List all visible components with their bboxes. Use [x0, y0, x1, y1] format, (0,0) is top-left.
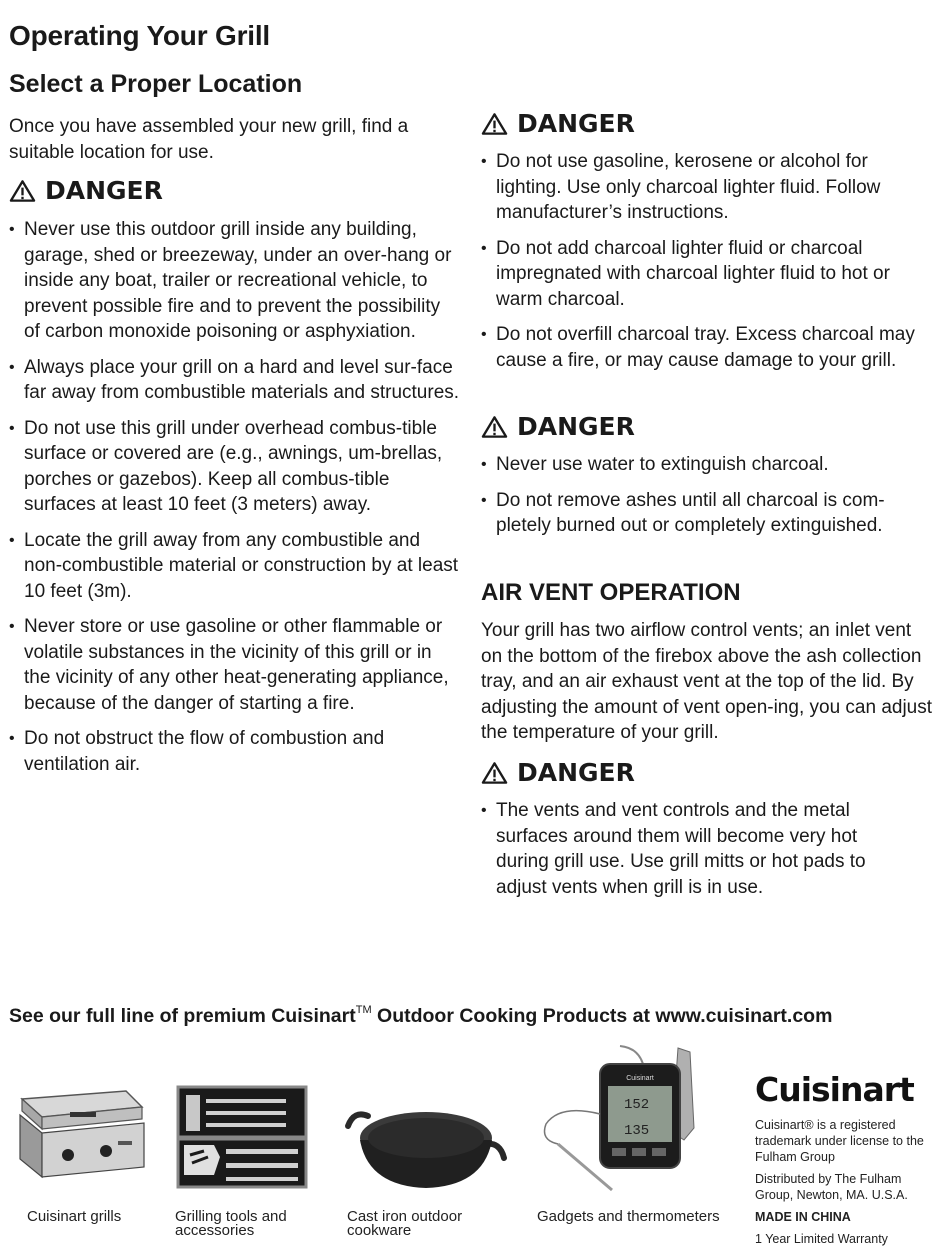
list-item: • Do not add charcoal lighter fluid or charcoal impregnated with charcoal lighter fluid to hot or warm charcoal.: [481, 236, 936, 313]
thermometer-reading-bottom: 135: [624, 1123, 650, 1139]
list-item: • Do not obstruct the flow of combustion and ventilation air.: [9, 726, 461, 777]
danger-bullet-list: [9, 217, 461, 787]
section-title: Select a Proper Location: [9, 70, 303, 98]
danger-heading: [9, 176, 163, 205]
trademark-note: Cuisinart® is a registered trademark under license to the Fulham Group: [755, 1118, 924, 1164]
cast-iron-pan-image: [344, 1100, 510, 1192]
promo-text-url: Outdoor Cooking Products at www.cuisinart.com: [371, 1005, 833, 1027]
list-item: • Do not remove ashes until all charcoal is com-pletely burned out or completely extinguished.: [481, 488, 936, 539]
list-item: • Never use water to extinguish charcoal.: [481, 452, 936, 478]
list-item: • Do not use gasoline, kerosene or alcohol for lighting. Use only charcoal lighter fluid. Follow manufacturer’s instructions.: [481, 149, 936, 226]
list-item: • Locate the grill away from any combustible and non-combustible material or construction by at least 10 feet (3m).: [9, 528, 461, 605]
warning-triangle-icon: [481, 415, 508, 439]
air-vent-heading: AIR VENT OPERATION: [481, 579, 741, 606]
product-caption: Cuisinart grills: [27, 1208, 122, 1225]
danger-heading: [481, 412, 635, 441]
list-item: • The vents and vent controls and the metal surfaces around them will become very hot during grill use. Use grill mitts or hot pads to adjust vents when grill is in use.: [481, 798, 901, 900]
product-caption: Grilling tools and accessories: [175, 1208, 287, 1239]
product-caption: Gadgets and thermometers: [537, 1208, 720, 1225]
danger-label: DANGER: [517, 758, 635, 787]
promo-line: [9, 1004, 832, 1028]
intro-paragraph: Once you have assembled your new grill, find a suitable location for use.: [9, 116, 409, 163]
thermometer-brand: Cuisinart: [626, 1075, 654, 1082]
list-item: • Never use this outdoor grill inside any building, garage, shed or breezeway, under an over-hang or inside any boat, trailer or recreational vehicle, to prevent possible fire and to prevent the possibility of carbon monoxide poisoning or asphyxiation.: [9, 217, 461, 345]
danger-heading: [481, 758, 635, 787]
list-item: • Do not overfill charcoal tray. Excess charcoal may cause a fire, or may cause damage to your grill.: [481, 322, 936, 373]
distributor-note: Distributed by The Fulham Group, Newton, MA. U.S.A.: [755, 1172, 908, 1202]
grill-product-image: [8, 1085, 150, 1185]
promo-text: See our full line of premium Cuisinart: [9, 1005, 356, 1027]
warranty-note: 1 Year Limited Warranty: [755, 1232, 888, 1246]
danger-label: DANGER: [517, 412, 635, 441]
list-item: • Always place your grill on a hard and level sur-face far away from combustible materials and structures.: [9, 355, 461, 406]
thermometer-reading-top: 152: [624, 1097, 650, 1113]
list-item: • Never store or use gasoline or other flammable or volatile substances in the vicinity of this grill or in the vicinity of any other heat-generating appliance, because of the danger of starting a fire.: [9, 614, 461, 716]
danger-heading: [481, 109, 635, 138]
air-vent-paragraph: Your grill has two airflow control vents; an inlet vent on the bottom of the firebox above the ash collection tray, and an air exhaust vent at the top of the lid. By adjusting the amount of vent open-ing, you can adjust the temperature of your grill.: [481, 620, 933, 743]
trademark-mark: TM: [355, 1004, 372, 1016]
brand-block: [755, 1070, 935, 1253]
cuisinart-logo: Cuisinart: [755, 1070, 914, 1109]
warning-triangle-icon: [481, 112, 508, 136]
danger-label: DANGER: [517, 109, 635, 138]
danger-label: DANGER: [45, 176, 163, 205]
origin-note: MADE IN CHINA: [755, 1210, 851, 1224]
thermometer-image: [540, 1044, 696, 1194]
warning-triangle-icon: [9, 179, 36, 203]
danger-bullet-list: [481, 149, 936, 383]
warning-triangle-icon: [481, 761, 508, 785]
page-title: Operating Your Grill: [9, 20, 271, 51]
product-caption: Cast iron outdoor cookware: [347, 1208, 463, 1239]
tool-case-image: [174, 1085, 312, 1191]
danger-bullet-list: [481, 452, 936, 549]
list-item: • Do not use this grill under overhead combus-tible surface or covered are (e.g., awnings, um-brellas, porches or gazebos). Keep all combus-tible surfaces at least 10 feet (3 meters) away.: [9, 416, 461, 518]
danger-bullet-list: [481, 798, 901, 910]
